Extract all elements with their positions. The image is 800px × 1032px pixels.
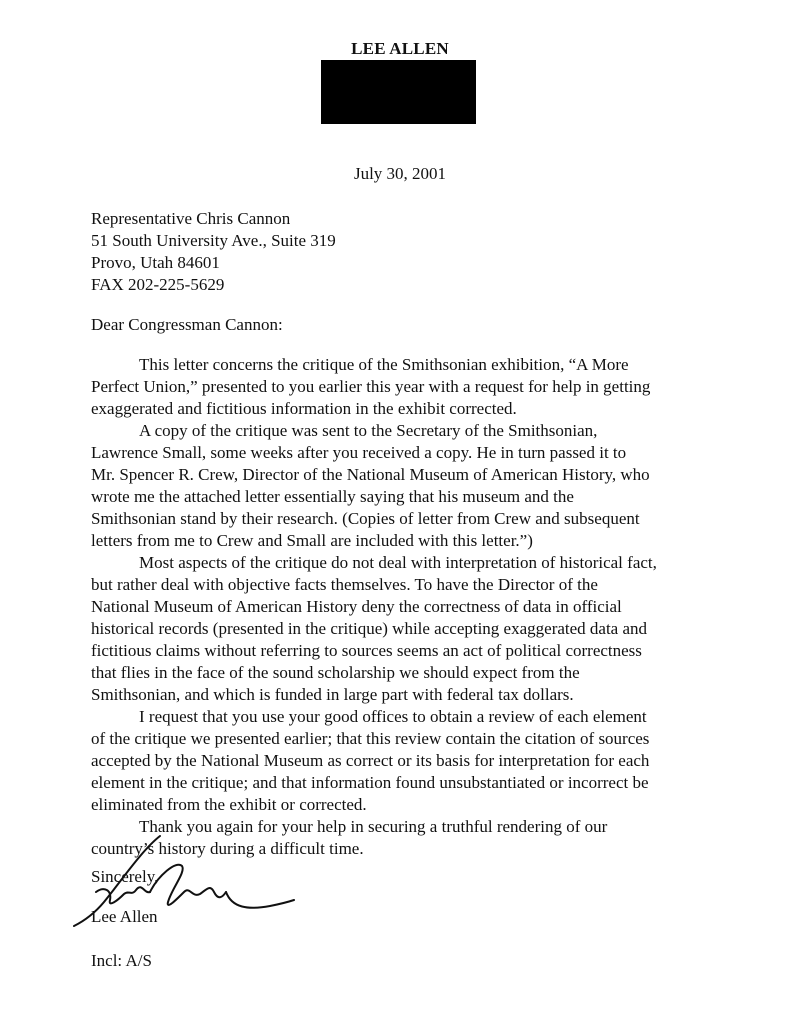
recipient-line: Provo, Utah 84601	[91, 253, 220, 272]
body-line: letters from me to Crew and Small are included with this letter.”)	[91, 531, 533, 550]
letter-body	[91, 354, 711, 860]
body-line: Perfect Union,” presented to you earlier this year with a request for help in getting	[91, 377, 651, 396]
body-line: but rather deal with objective facts themselves. To have the Director of the	[91, 575, 598, 594]
body-line: of the critique we presented earlier; that this review contain the citation of sources	[91, 729, 650, 748]
body-line: country’s history during a difficult time.	[91, 839, 364, 858]
enclosure-note: Incl: A/S	[91, 951, 152, 970]
redacted-address-block	[321, 60, 476, 124]
body-line: A copy of the critique was sent to the Secretary of the Smithsonian,	[139, 421, 598, 440]
body-line: exaggerated and fictitious information in the exhibit corrected.	[91, 399, 517, 418]
salutation: Dear Congressman Cannon:	[91, 315, 283, 334]
handwritten-signature	[72, 830, 302, 930]
body-line: accepted by the National Museum as correct or its basis for interpretation for each	[91, 751, 650, 770]
letter-date: July 30, 2001	[353, 164, 447, 183]
body-line: eliminated from the exhibit or corrected.	[91, 795, 367, 814]
recipient-address	[91, 208, 691, 296]
recipient-line: Representative Chris Cannon	[91, 209, 291, 228]
body-paragraph	[91, 420, 711, 552]
body-line: Smithsonian stand by their research. (Copies of letter from Crew and subsequent	[91, 509, 640, 528]
body-paragraph	[91, 552, 711, 706]
body-line: fictitious claims without referring to sources seems an act of political correctness	[91, 641, 642, 660]
body-line: wrote me the attached letter essentially saying that his museum and the	[91, 487, 574, 506]
body-paragraph	[91, 706, 711, 816]
body-line: Lawrence Small, some weeks after you received a copy. He in turn passed it to	[91, 443, 627, 462]
closing: Sincerely,	[91, 867, 159, 886]
body-line: Thank you again for your help in securing a truthful rendering of our	[139, 817, 608, 836]
body-line: This letter concerns the critique of the Smithsonian exhibition, “A More	[139, 355, 629, 374]
letterhead-name: LEE ALLEN	[351, 39, 449, 58]
recipient-line: 51 South University Ave., Suite 319	[91, 231, 336, 250]
body-line: Smithsonian, and which is funded in large part with federal tax dollars.	[91, 685, 574, 704]
body-line: Mr. Spencer R. Crew, Director of the National Museum of American History, who	[91, 465, 650, 484]
body-line: I request that you use your good offices to obtain a review of each element	[139, 707, 647, 726]
body-line: Most aspects of the critique do not deal with interpretation of historical fact,	[139, 553, 657, 572]
body-line: that flies in the face of the sound scholarship we should expect from the	[91, 663, 580, 682]
body-line: element in the critique; and that information found unsubstantiated or incorrect be	[91, 773, 649, 792]
signer-name: Lee Allen	[91, 907, 158, 926]
body-line: historical records (presented in the critique) while accepting exaggerated data and	[91, 619, 648, 638]
recipient-line: FAX 202-225-5629	[91, 275, 225, 294]
body-line: National Museum of American History deny the correctness of data in official	[91, 597, 622, 616]
body-paragraph	[91, 354, 711, 420]
